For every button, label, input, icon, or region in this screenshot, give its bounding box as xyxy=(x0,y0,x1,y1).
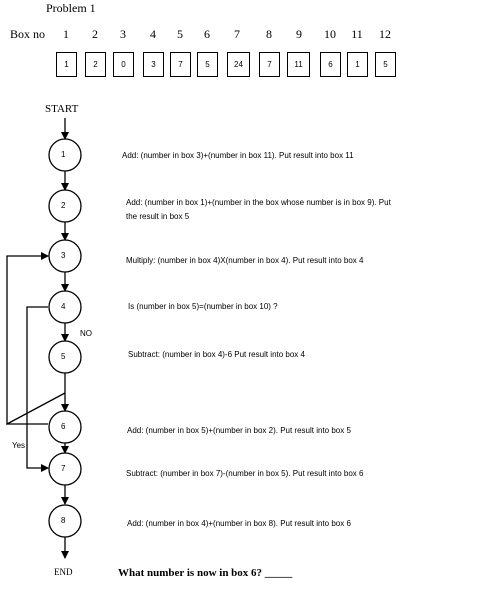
loop-6-to-3 xyxy=(7,256,65,424)
box-cell-8: 7 xyxy=(259,52,280,77)
box-number-1: 1 xyxy=(63,27,69,41)
box-number-4: 4 xyxy=(150,27,156,41)
instruction-2-line-2: the result in box 5 xyxy=(126,212,190,221)
yes-label: Yes xyxy=(12,441,26,450)
box-cell-11: 1 xyxy=(347,52,368,77)
node-5-label: 5 xyxy=(61,352,66,361)
box-number-11: 11 xyxy=(351,27,363,41)
node-3-label: 3 xyxy=(61,251,66,260)
box-cell-6: 5 xyxy=(197,52,218,77)
instruction-7: Subtract: (number in box 7)-(number in box 5). Put result into box 6 xyxy=(126,469,364,478)
question-text: What number is now in box 6? _____ xyxy=(118,567,293,579)
box-cell-7: 24 xyxy=(227,52,250,77)
box-no-label: Box no xyxy=(10,27,46,41)
instruction-4: Is (number in box 5)=(number in box 10) ? xyxy=(128,302,278,311)
problem-title: Problem 1 xyxy=(46,1,96,15)
node-7-label: 7 xyxy=(61,464,66,473)
instruction-3: Multiply: (number in box 4)X(number in box 4). Put result into box 4 xyxy=(126,256,364,265)
node-1-label: 1 xyxy=(61,150,66,159)
box-number-9: 9 xyxy=(296,27,302,41)
box-number-5: 5 xyxy=(177,27,183,41)
box-cell-1: 1 xyxy=(56,52,77,77)
box-cell-5: 7 xyxy=(170,52,191,77)
box-number-6: 6 xyxy=(204,27,210,41)
instruction-5: Subtract: (number in box 4)-6 Put result into box 4 xyxy=(128,350,305,359)
box-number-7: 7 xyxy=(234,27,240,41)
end-label: END xyxy=(54,567,73,577)
box-cell-10: 6 xyxy=(320,52,341,77)
box-cell-4: 3 xyxy=(143,52,164,77)
yes-branch-4-to-7 xyxy=(27,307,48,468)
box-number-2: 2 xyxy=(92,27,98,41)
box-number-12: 12 xyxy=(379,27,391,41)
start-label: START xyxy=(45,103,79,115)
box-cell-3: 0 xyxy=(113,52,134,77)
box-cell-9: 11 xyxy=(287,52,310,77)
box-cell-12: 5 xyxy=(375,52,396,77)
node-4-label: 4 xyxy=(61,302,66,311)
box-number-8: 8 xyxy=(266,27,272,41)
instruction-8: Add: (number in box 4)+(number in box 8). Put result into box 6 xyxy=(127,519,351,528)
instruction-6: Add: (number in box 5)+(number in box 2). Put result into box 5 xyxy=(127,426,351,435)
instruction-2-line-1: Add: (number in box 1)+(number in the box whose number is in box 9). Put xyxy=(126,198,391,207)
box-number-10: 10 xyxy=(324,27,336,41)
node-6-label: 6 xyxy=(61,422,66,431)
instruction-1: Add: (number in box 3)+(number in box 11). Put result into box 11 xyxy=(122,151,354,160)
box-number-3: 3 xyxy=(120,27,126,41)
node-8-label: 8 xyxy=(61,516,66,525)
box-cell-2: 2 xyxy=(85,52,106,77)
node-2-label: 2 xyxy=(61,201,66,210)
no-label: NO xyxy=(80,329,92,338)
